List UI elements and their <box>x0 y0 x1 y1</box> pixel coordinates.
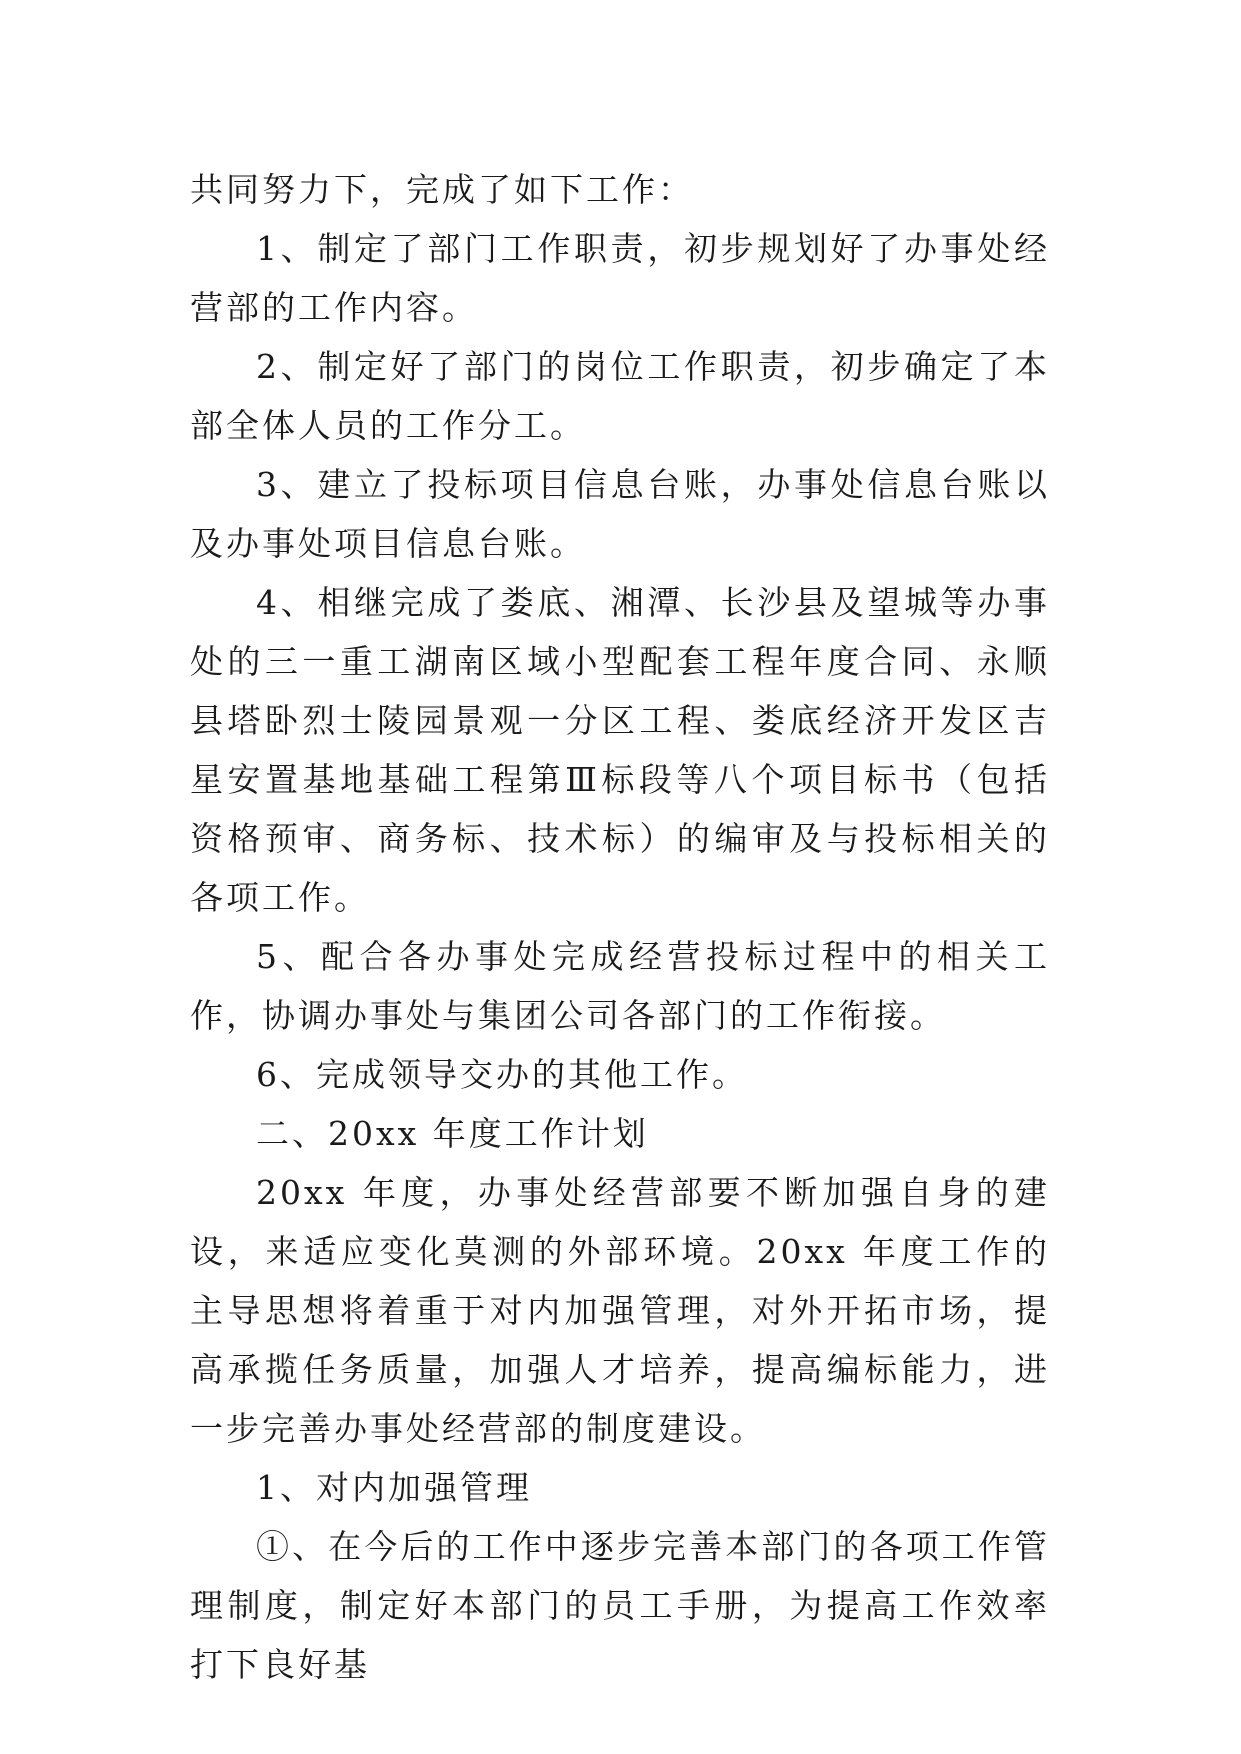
paragraph-6: 5、配合各办事处完成经营投标过程中的相关工作，协调办事处与集团公司各部门的工作衔接。 <box>190 937 1050 1035</box>
subheading-internal-management: 1、对内加强管理 <box>256 1468 532 1507</box>
paragraph-3: 2、制定好了部门的岗位工作职责，初步确定了本部全体人员的工作分工。 <box>190 347 1050 445</box>
document-body <box>190 160 1050 1694</box>
paragraph-5: 4、相继完成了娄底、湘潭、长沙县及望城等办事处的三一重工湖南区域小型配套工程年度合同、永顺县塔卧烈士陵园景观一分区工程、娄底经济开发区吉星安置基地基础工程第Ⅲ标段等八个项目标书（包括资格预审、商务标、技术标）的编审及与投标相关的各项工作。 <box>190 583 1050 917</box>
paragraph-7: 6、完成领导交办的其他工作。 <box>256 1055 748 1094</box>
paragraph-9: 20xx 年度，办事处经营部要不断加强自身的建设，来适应变化莫测的外部环境。20xx 年度工作的主导思想将着重于对内加强管理，对外开拓市场，提高承揽任务质量，加强人才培养，提高编标能力，进一步完善办事处经营部的制度建设。 <box>190 1173 1050 1448</box>
section-heading-plan: 二、20xx 年度工作计划 <box>256 1114 649 1153</box>
paragraph-1: 共同努力下，完成了如下工作： <box>190 170 694 209</box>
paragraph-2: 1、制定了部门工作职责，初步规划好了办事处经营部的工作内容。 <box>190 229 1050 327</box>
paragraph-4: 3、建立了投标项目信息台账，办事处信息台账以及办事处项目信息台账。 <box>190 465 1050 563</box>
paragraph-11: ①、在今后的工作中逐步完善本部门的各项工作管理制度，制定好本部门的员工手册，为提高工作效率打下良好基 <box>190 1527 1050 1684</box>
